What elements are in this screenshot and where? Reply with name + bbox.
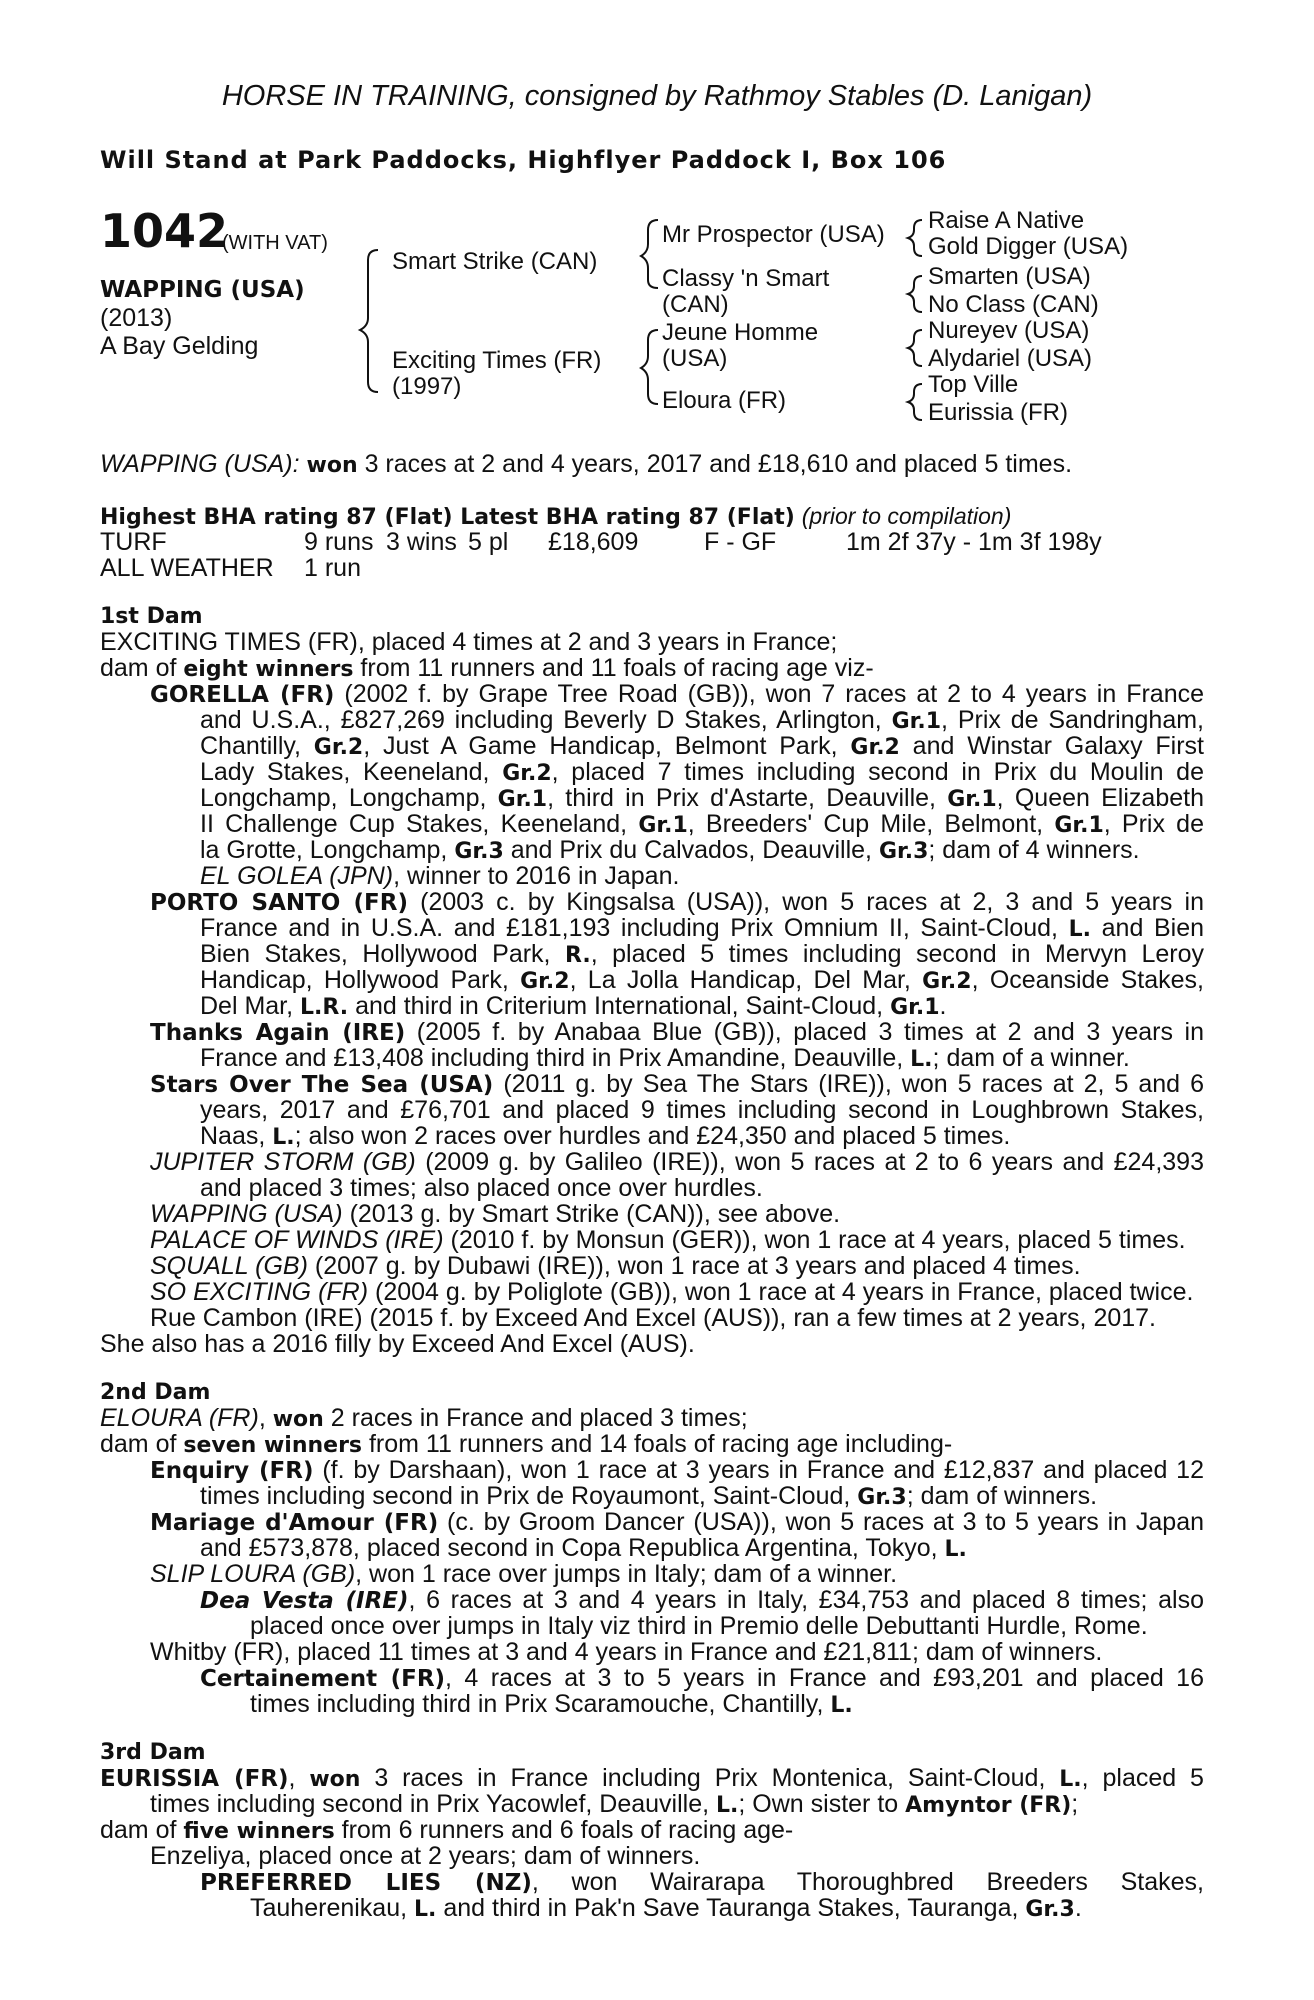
gorella-line4: Lady Stakes, Keeneland, Gr.2, placed 7 times including second in Prix du Moulin de bbox=[200, 758, 1204, 786]
dea-vesta-line2: placed once over jumps in Italy viz third in Premio delle Debuttanti Hurdle, Rome. bbox=[250, 1612, 1148, 1640]
bracket-gen1 bbox=[360, 250, 378, 392]
turf-distance: 1m 2f 37y - 1m 3f 198y bbox=[846, 528, 1102, 556]
race-summary: WAPPING (USA): won 3 races at 2 and 4 years, 2017 and £18,610 and placed 5 times. bbox=[100, 450, 1073, 478]
pedigree-ssd: Gold Digger (USA) bbox=[928, 233, 1129, 260]
porto-santo-line5: Del Mar, L.R. and third in Criterium International, Saint-Cloud, Gr.1. bbox=[200, 992, 947, 1020]
pedigree-dss: Nureyev (USA) bbox=[928, 317, 1090, 344]
second-dam-produce: dam of seven winners from 11 runners and 14 foals of racing age including- bbox=[100, 1430, 953, 1458]
stars-over-the-sea-line2: years, 2017 and £76,701 and placed 9 times including second in Loughbrown Stakes, bbox=[200, 1096, 1204, 1124]
aw-surface: ALL WEATHER bbox=[100, 554, 274, 582]
bracket-gen2-dam bbox=[641, 330, 658, 404]
third-dam-line2: times including second in Prix Yacowlef, Deauville, L.; Own sister to Amyntor (FR); bbox=[150, 1790, 1079, 1818]
gorella-line7: la Grotte, Longchamp, Gr.3 and Prix du Calvados, Deauville, Gr.3; dam of 4 winners. bbox=[200, 836, 1140, 864]
mariage-damour-entry: Mariage d'Amour (FR) (c. by Groom Dancer (USA)), won 5 races at 3 to 5 years in Japan bbox=[150, 1508, 1204, 1536]
pedigree-dds: Top Ville bbox=[928, 371, 1019, 398]
porto-santo-line3: Bien Stakes, Hollywood Park, R., placed 5 times including second in Mervyn Leroy bbox=[200, 940, 1204, 968]
certainement-line2: times including third in Prix Scaramouche, Chantilly, L. bbox=[250, 1690, 853, 1718]
gorella-line6: II Challenge Cup Stakes, Keeneland, Gr.1, Breeders' Cup Mile, Belmont, Gr.1, Prix de bbox=[200, 810, 1204, 838]
stars-over-the-sea-entry: Stars Over The Sea (USA) (2011 g. by Sea The Stars (IRE)), won 5 races at 2, 5 and 6 bbox=[150, 1070, 1204, 1098]
wapping-entry: WAPPING (USA) (2013 g. by Smart Strike (CAN)), see above. bbox=[150, 1200, 841, 1228]
pedigree-sire: Smart Strike (CAN) bbox=[392, 248, 598, 275]
porto-santo-line2: France and in U.S.A. and £181,193 including Prix Omnium II, Saint-Cloud, L. and Bien bbox=[200, 914, 1205, 942]
jupiter-storm-entry: JUPITER STORM (GB) (2009 g. by Galileo (IRE)), won 5 races at 2 to 6 years and £24,393 bbox=[150, 1148, 1204, 1176]
enzeliya-entry: Enzeliya, placed once at 2 years; dam of winners. bbox=[150, 1842, 701, 1870]
squall-entry: SQUALL (GB) (2007 g. by Dubawi (IRE)), won 1 race at 3 years and placed 4 times. bbox=[150, 1252, 1081, 1280]
pedigree-sire-dam-country: (CAN) bbox=[662, 291, 729, 318]
bracket-gen3-3 bbox=[908, 330, 922, 366]
second-dam-line: ELOURA (FR), won 2 races in France and placed 3 times; bbox=[100, 1404, 748, 1432]
enquiry-entry: Enquiry (FR) (f. by Darshaan), won 1 race at 3 years in France and £12,837 and placed 12 bbox=[150, 1456, 1204, 1484]
whitby-entry: Whitby (FR), placed 11 times at 3 and 4 years in France and £21,811; dam of winners. bbox=[150, 1638, 1103, 1666]
bracket-gen2-sire bbox=[641, 220, 658, 288]
bracket-gen3-4 bbox=[908, 384, 922, 420]
thanks-again-line2: France and £13,408 including third in Prix Amandine, Deauville, L.; dam of a winner. bbox=[200, 1044, 1130, 1072]
enquiry-line2: times including second in Prix de Royaumont, Saint-Cloud, Gr.3; dam of winners. bbox=[200, 1482, 1098, 1510]
el-golea-entry: EL GOLEA (JPN), winner to 2016 in Japan. bbox=[200, 862, 680, 890]
aw-runs: 1 run bbox=[304, 554, 361, 582]
thanks-again-entry: Thanks Again (IRE) (2005 f. by Anabaa Blue (GB)), placed 3 times at 2 and 3 years in bbox=[150, 1018, 1204, 1046]
third-dam-line: EURISSIA (FR), won 3 races in France including Prix Montenica, Saint-Cloud, L., placed 5 bbox=[100, 1764, 1204, 1792]
pedigree-sss: Raise A Native bbox=[928, 207, 1085, 234]
turf-wins: 3 wins bbox=[386, 528, 457, 556]
jupiter-storm-line2: and placed 3 times; also placed once over hurdles. bbox=[200, 1174, 763, 1202]
first-dam-heading: 1st Dam bbox=[100, 604, 203, 629]
third-dam-produce: dam of five winners from 6 runners and 6 foals of racing age- bbox=[100, 1816, 794, 1844]
turf-surface: TURF bbox=[100, 528, 167, 556]
gorella-line5: Longchamp, Longchamp, Gr.1, third in Prix d'Astarte, Deauville, Gr.1, Queen Elizabeth bbox=[200, 784, 1204, 812]
stars-over-the-sea-line3: Naas, L.; also won 2 races over hurdles and £24,350 and placed 5 times. bbox=[200, 1122, 1011, 1150]
pedigree-dam-dam: Eloura (FR) bbox=[662, 387, 787, 414]
mariage-damour-line2: and £573,878, placed second in Copa Republica Argentina, Tokyo, L. bbox=[200, 1534, 967, 1562]
horse-name: WAPPING (USA) bbox=[100, 277, 305, 303]
horse-description: A Bay Gelding bbox=[100, 332, 259, 360]
pedigree-dsd: Alydariel (USA) bbox=[928, 345, 1093, 372]
second-dam-heading: 2nd Dam bbox=[100, 1380, 211, 1405]
gorella-entry: GORELLA (FR) (2002 f. by Grape Tree Road (GB)), won 7 races at 2 to 4 years in France bbox=[150, 680, 1205, 708]
pedigree-sdd: No Class (CAN) bbox=[928, 291, 1099, 318]
turf-runs: 9 runs bbox=[304, 528, 374, 556]
location-subtitle: Will Stand at Park Paddocks, Highflyer Paddock I, Box 106 bbox=[100, 146, 947, 174]
pedigree-sire-dam: Classy 'n Smart bbox=[662, 265, 830, 292]
vat-label: (WITH VAT) bbox=[222, 232, 328, 254]
first-dam-line: EXCITING TIMES (FR), placed 4 times at 2 and 3 years in France; bbox=[100, 628, 838, 656]
lot-number: 1042 bbox=[100, 204, 229, 258]
gorella-line3: Chantilly, Gr.2, Just A Game Handicap, Belmont Park, Gr.2 and Winstar Galaxy First bbox=[200, 732, 1204, 760]
palace-of-winds-entry: PALACE OF WINDS (IRE) (2010 f. by Monsun (GER)), won 1 race at 4 years, placed 5 times. bbox=[150, 1226, 1186, 1254]
pedigree-dam-sire: Jeune Homme bbox=[662, 319, 819, 346]
porto-santo-line4: Handicap, Hollywood Park, Gr.2, La Jolla Handicap, Del Mar, Gr.2, Oceanside Stakes, bbox=[200, 966, 1205, 994]
pedigree-sds: Smarten (USA) bbox=[928, 263, 1091, 290]
preferred-lies-line2: Tauherenikau, L. and third in Pak'n Save Tauranga Stakes, Tauranga, Gr.3. bbox=[250, 1894, 1082, 1922]
pedigree-sire-sire: Mr Prospector (USA) bbox=[662, 221, 885, 248]
slip-loura-entry: SLIP LOURA (GB), won 1 race over jumps in Italy; dam of a winner. bbox=[150, 1560, 898, 1588]
rue-cambon-entry: Rue Cambon (IRE) (2015 f. by Exceed And Excel (AUS)), ran a few times at 2 years, 2017. bbox=[150, 1304, 1157, 1332]
pedigree-dam-year: (1997) bbox=[392, 373, 462, 400]
dea-vesta-entry: Dea Vesta (IRE), 6 races at 3 and 4 years in Italy, £34,753 and placed 8 times; also bbox=[200, 1586, 1204, 1614]
bha-rating: Highest BHA rating 87 (Flat) Latest BHA rating 87 (Flat) (prior to compilation) bbox=[100, 503, 1012, 530]
page-title: HORSE IN TRAINING, consigned by Rathmoy Stables (D. Lanigan) bbox=[221, 80, 1093, 112]
porto-santo-entry: PORTO SANTO (FR) (2003 c. by Kingsalsa (USA)), won 5 races at 2, 3 and 5 years in bbox=[150, 888, 1204, 916]
turf-earnings: £18,609 bbox=[548, 528, 639, 556]
turf-going: F - GF bbox=[704, 528, 777, 556]
bracket-gen3-2 bbox=[908, 276, 922, 312]
pedigree-dam-sire-country: (USA) bbox=[662, 345, 728, 372]
third-dam-heading: 3rd Dam bbox=[100, 1740, 206, 1765]
horse-year: (2013) bbox=[100, 304, 173, 332]
pedigree-ddd: Eurissia (FR) bbox=[928, 399, 1069, 426]
pedigree-dam: Exciting Times (FR) bbox=[392, 347, 602, 374]
pedigree-brackets bbox=[0, 0, 1314, 450]
gorella-line2: and U.S.A., £827,269 including Beverly D Stakes, Arlington, Gr.1, Prix de Sandringham, bbox=[200, 706, 1205, 734]
filly-note: She also has a 2016 filly by Exceed And Excel (AUS). bbox=[100, 1330, 695, 1358]
preferred-lies-entry: PREFERRED LIES (NZ), won Wairarapa Thoroughbred Breeders Stakes, bbox=[200, 1868, 1204, 1896]
turf-placed: 5 pl bbox=[468, 528, 509, 556]
so-exciting-entry: SO EXCITING (FR) (2004 g. by Poliglote (GB)), won 1 race at 4 years in France, placed twice. bbox=[150, 1278, 1194, 1306]
first-dam-produce: dam of eight winners from 11 runners and 11 foals of racing age viz- bbox=[100, 654, 874, 682]
certainement-entry: Certainement (FR), 4 races at 3 to 5 years in France and £93,201 and placed 16 bbox=[200, 1664, 1204, 1692]
bracket-gen3-1 bbox=[908, 220, 922, 256]
